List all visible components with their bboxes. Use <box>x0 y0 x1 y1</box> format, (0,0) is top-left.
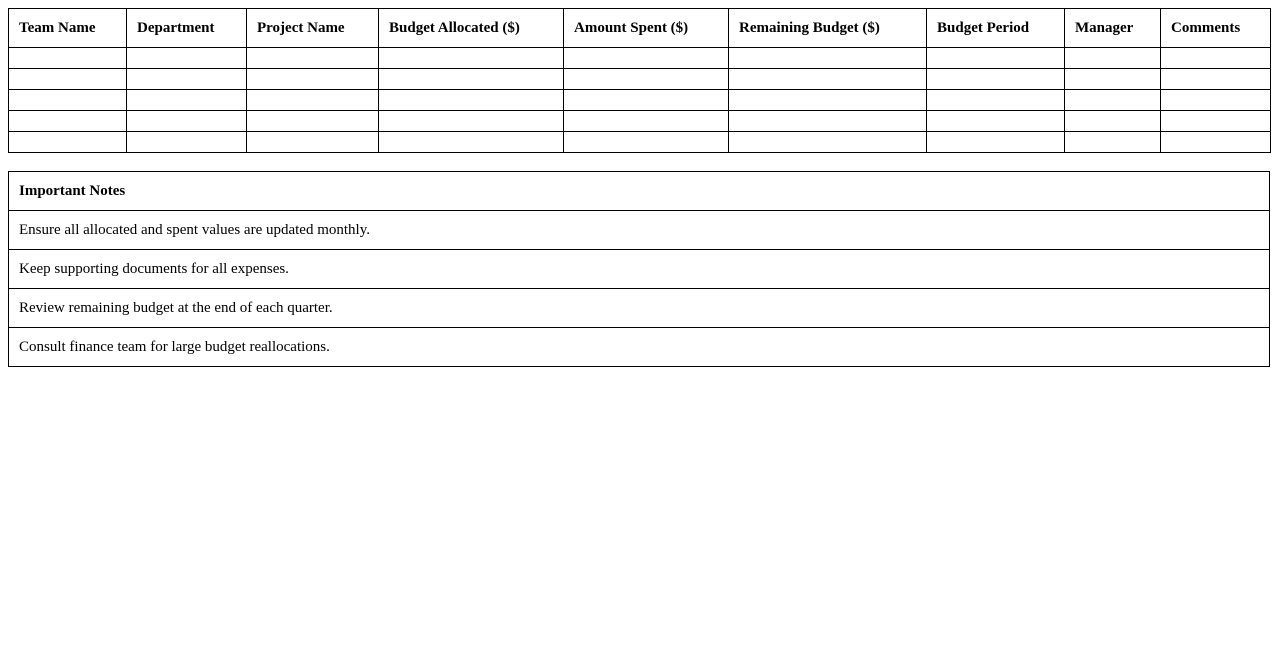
note-text: Keep supporting documents for all expenses. <box>9 250 1270 289</box>
table-cell[interactable] <box>564 132 729 153</box>
notes-header-row <box>9 172 1270 211</box>
table-row <box>9 69 1271 90</box>
table-cell[interactable] <box>729 90 927 111</box>
table-header-row <box>9 9 1271 48</box>
column-header-amount-spent: Amount Spent ($) <box>564 9 729 48</box>
table-cell[interactable] <box>729 111 927 132</box>
column-header-budget-period: Budget Period <box>927 9 1065 48</box>
table-cell[interactable] <box>1161 90 1271 111</box>
table-cell[interactable] <box>927 69 1065 90</box>
table-cell[interactable] <box>127 90 247 111</box>
table-cell[interactable] <box>1161 111 1271 132</box>
table-cell[interactable] <box>9 69 127 90</box>
list-item <box>9 211 1270 250</box>
table-cell[interactable] <box>127 48 247 69</box>
table-cell[interactable] <box>379 111 564 132</box>
budget-table <box>8 8 1271 153</box>
note-text: Consult finance team for large budget reallocations. <box>9 328 1270 367</box>
table-cell[interactable] <box>1161 132 1271 153</box>
table-cell[interactable] <box>247 48 379 69</box>
table-cell[interactable] <box>9 48 127 69</box>
table-cell[interactable] <box>1065 90 1161 111</box>
table-cell[interactable] <box>1161 48 1271 69</box>
table-cell[interactable] <box>564 111 729 132</box>
table-cell[interactable] <box>379 69 564 90</box>
table-cell[interactable] <box>927 48 1065 69</box>
list-item <box>9 289 1270 328</box>
table-cell[interactable] <box>247 132 379 153</box>
column-header-budget-allocated: Budget Allocated ($) <box>379 9 564 48</box>
table-cell[interactable] <box>564 48 729 69</box>
table-cell[interactable] <box>247 69 379 90</box>
table-cell[interactable] <box>1065 111 1161 132</box>
table-cell[interactable] <box>9 111 127 132</box>
notes-table <box>8 171 1270 367</box>
table-cell[interactable] <box>927 111 1065 132</box>
column-header-team-name: Team Name <box>9 9 127 48</box>
column-header-project-name: Project Name <box>247 9 379 48</box>
table-cell[interactable] <box>729 48 927 69</box>
table-cell[interactable] <box>379 48 564 69</box>
table-row <box>9 90 1271 111</box>
table-cell[interactable] <box>127 69 247 90</box>
table-cell[interactable] <box>1065 132 1161 153</box>
table-cell[interactable] <box>127 111 247 132</box>
table-row <box>9 48 1271 69</box>
list-item <box>9 250 1270 289</box>
table-cell[interactable] <box>729 69 927 90</box>
note-text: Review remaining budget at the end of each quarter. <box>9 289 1270 328</box>
notes-title: Important Notes <box>9 172 1270 211</box>
table-row <box>9 111 1271 132</box>
table-cell[interactable] <box>1065 48 1161 69</box>
table-cell[interactable] <box>927 90 1065 111</box>
table-cell[interactable] <box>247 90 379 111</box>
column-header-department: Department <box>127 9 247 48</box>
table-row <box>9 132 1271 153</box>
table-cell[interactable] <box>9 132 127 153</box>
column-header-manager: Manager <box>1065 9 1161 48</box>
page <box>8 8 1270 367</box>
table-cell[interactable] <box>9 90 127 111</box>
table-cell[interactable] <box>127 132 247 153</box>
table-cell[interactable] <box>564 69 729 90</box>
table-cell[interactable] <box>564 90 729 111</box>
table-cell[interactable] <box>729 132 927 153</box>
column-header-remaining-budget: Remaining Budget ($) <box>729 9 927 48</box>
note-text: Ensure all allocated and spent values are updated monthly. <box>9 211 1270 250</box>
table-cell[interactable] <box>927 132 1065 153</box>
table-cell[interactable] <box>247 111 379 132</box>
list-item <box>9 328 1270 367</box>
table-cell[interactable] <box>1161 69 1271 90</box>
table-cell[interactable] <box>1065 69 1161 90</box>
table-cell[interactable] <box>379 132 564 153</box>
table-cell[interactable] <box>379 90 564 111</box>
column-header-comments: Comments <box>1161 9 1271 48</box>
